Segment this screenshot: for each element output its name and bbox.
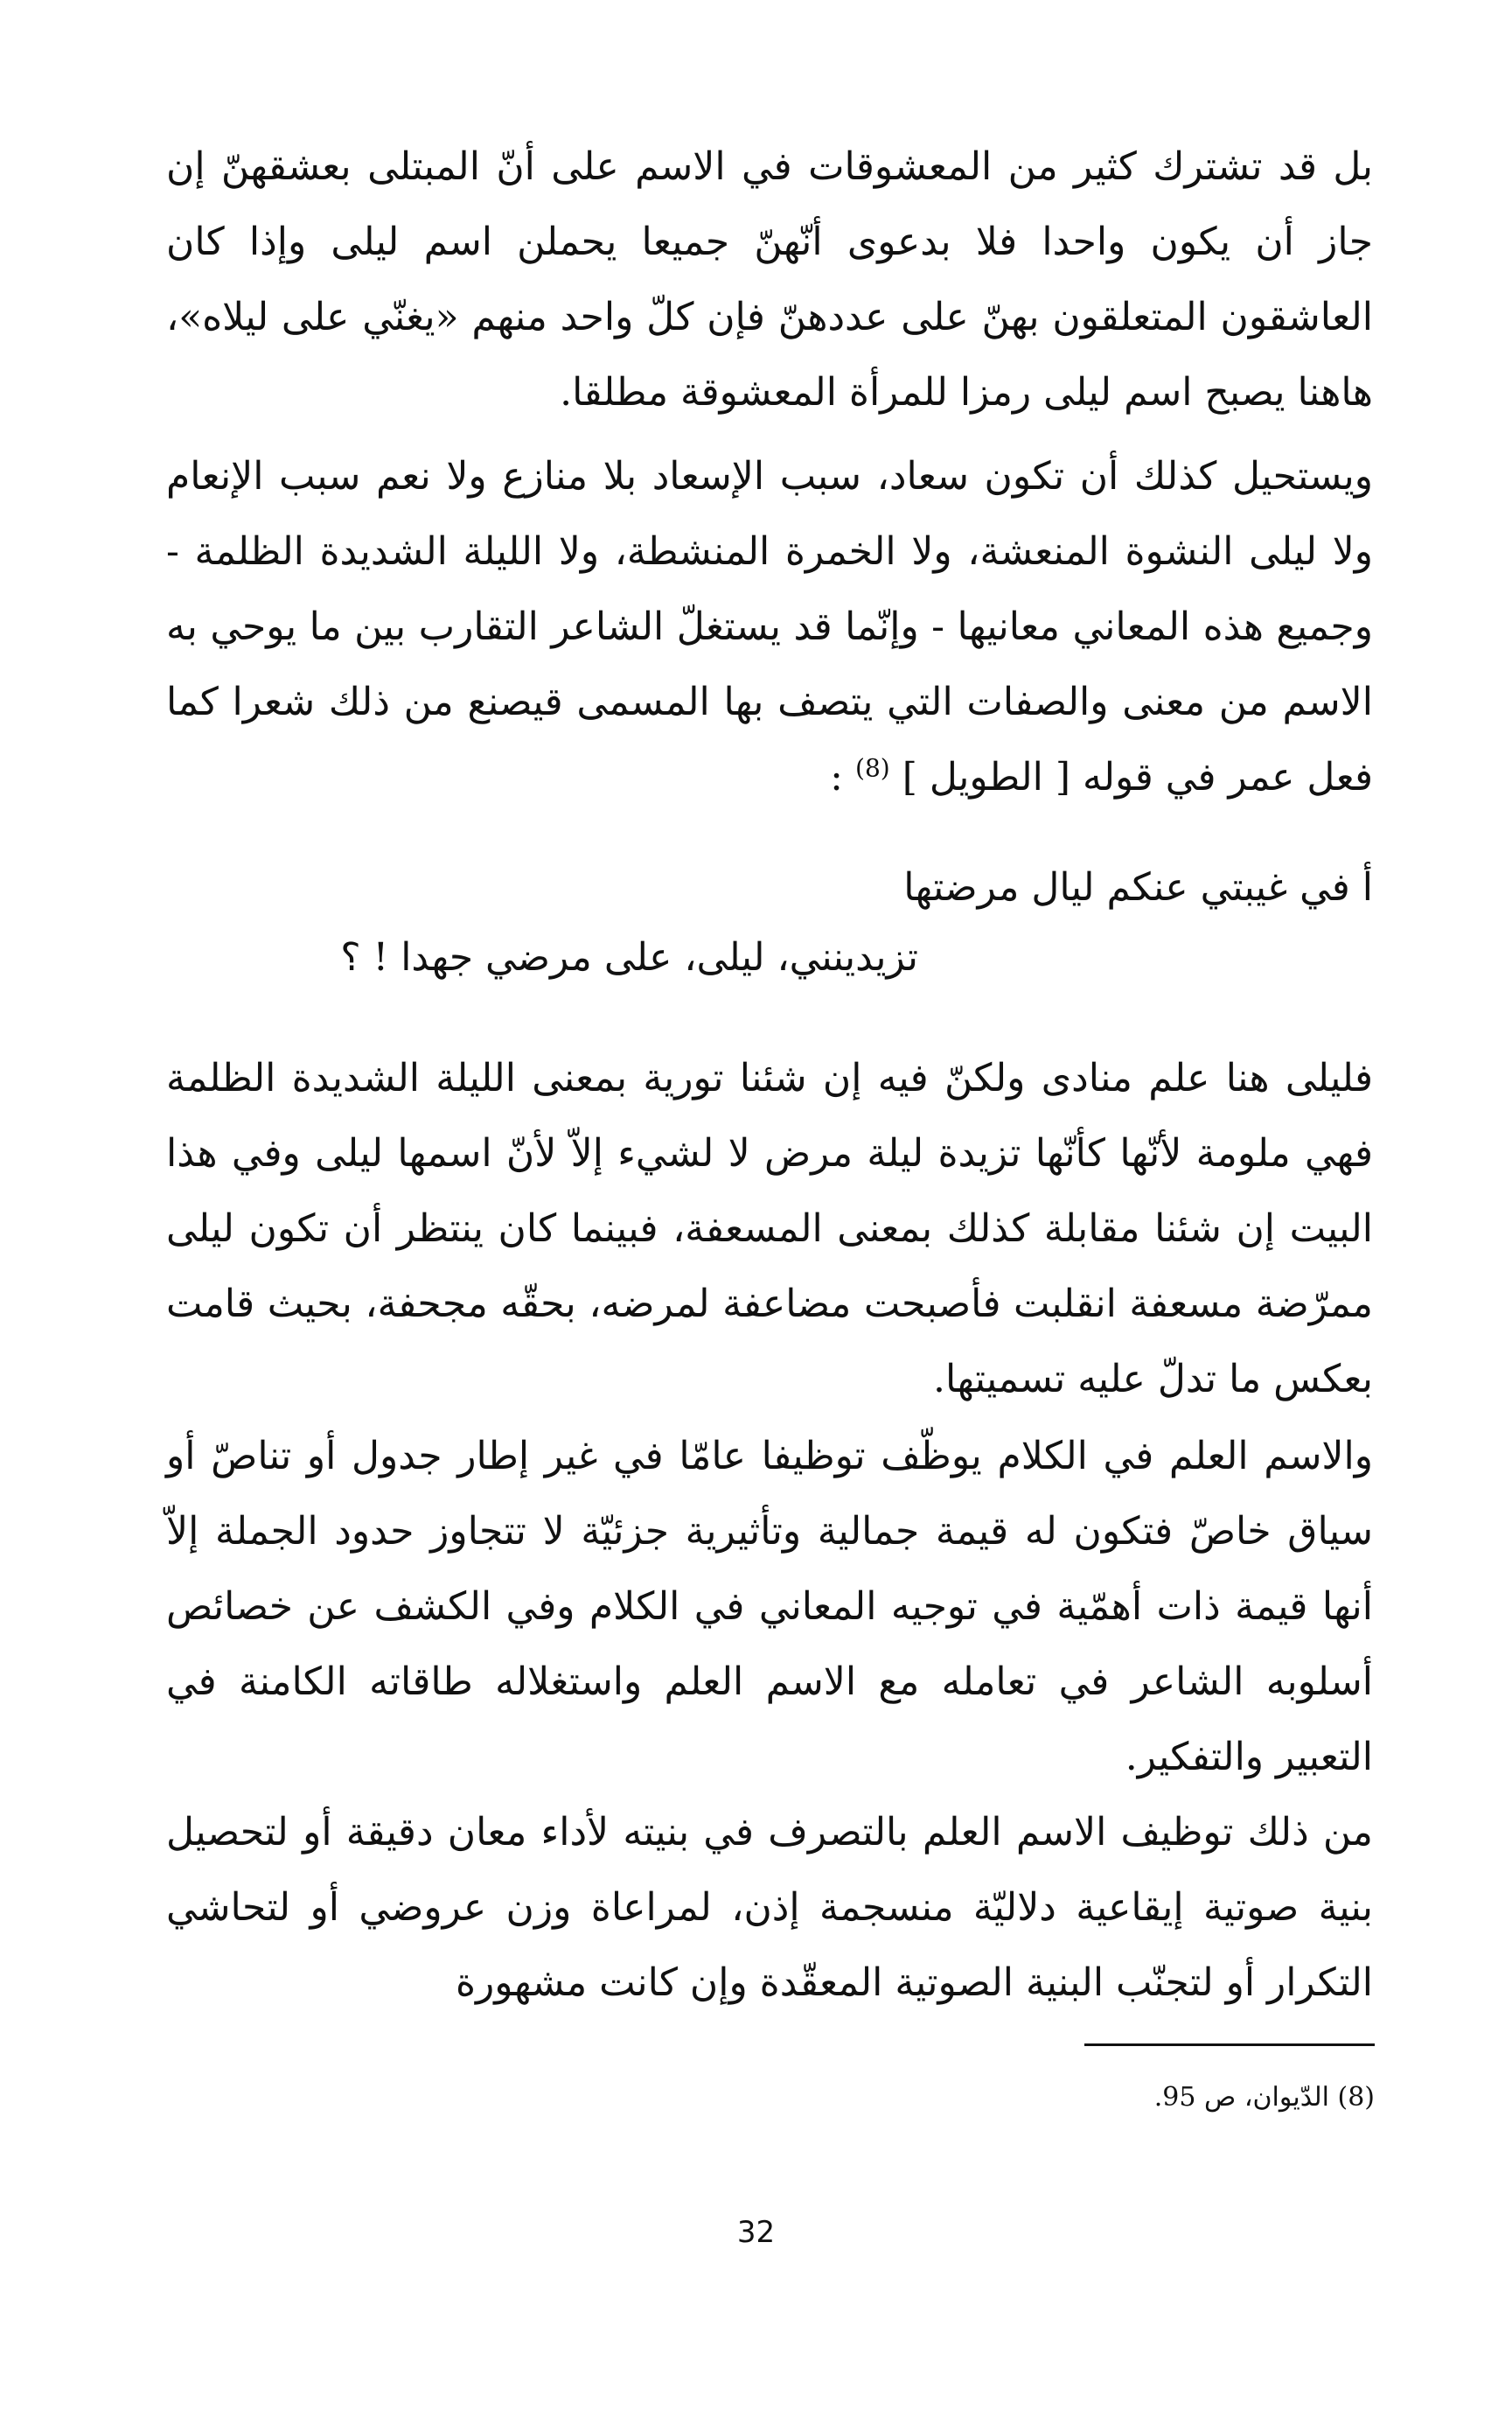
verse-line-1: أ في غيبتي عنكم ليال مرضتها [903,865,1373,910]
poetry-verse [166,853,1373,993]
footnote-separator [1084,2043,1375,2046]
page-number: 32 [736,2215,776,2250]
paragraph-1: بل قد تشترك كثير من المعشوقات في الاسم على أنّ المبتلى بعشقهنّ إن جاز أن يكون واحدا فلا بدعوى أنّهنّ جميعا يحملن اسم ليلى وإذا كان العاشقون المتعلقون بهنّ على عددهنّ فإن كلّ واحد منهم «يغنّي على ليلاه»، هاهنا يصبح اسم ليلى رمزا للمرأة المعشوقة مطلقا. [166,144,1373,415]
paragraph-2 [166,439,1373,815]
paragraph-5: من ذلك توظيف الاسم العلم بالتصرف في بنيته لأداء معان دقيقة أو لتحصيل بنية صوتية إيقاعية دلاليّة منسجمة إذن، لمراعاة وزن عروضي أو لتحاشي التكرار أو لتجنّب البنية الصوتية المعقّدة وإن كانت مشهورة [166,1810,1373,2005]
paragraph-2-colon: : [830,755,843,800]
footnote-reference-8: (8) [855,753,890,783]
footnote-8: (8) الدّيوان، ص 95. [1153,2082,1375,2113]
paragraph-4: والاسم العلم في الكلام يوظّف توظيفا عامّا في غير إطار جدول أو تناصّ أو سياق خاصّ فتكون له قيمة جمالية وتأثيرية جزئيّة لا تتجاوز حدود الجملة إلاّ أنها قيمة ذات أهمّية في توجيه المعاني في الكلام وفي الكشف عن خصائص أسلوبه الشاعر في تعامله مع الاسم العلم واستغلاله طاقاته الكامنة في التعبير والتفكير. [166,1434,1373,1779]
verse-line-2: تزيدينني، ليلى، على مرضي جهدا ! ؟ [340,935,918,980]
paragraph-3: فليلى هنا علم منادى ولكنّ فيه إن شئنا تورية بمعنى الليلة الشديدة الظلمة فهي ملومة لأنّها كأنّها تزيدة ليلة مرض لا لشيء إلاّ لأنّ اسمها ليلى وفي هذا البيت إن شئنا مقابلة كذلك بمعنى المسعفة، فبينما كان ينتظر أن تكون ليلى ممرّضة مسعفة انقلبت فأصبحت مضاعفة لمرضه، بحقّه مجحفة، بحيث قامت بعكس ما تدلّ عليه تسميتها. [166,1056,1373,1401]
paragraph-2-text: ويستحيل كذلك أن تكون سعاد، سبب الإسعاد بلا منازع ولا نعم سبب الإنعام ولا ليلى النشوة المنعشة، ولا الخمرة المنشطة، ولا الليلة الشديدة الظلمة - وجميع هذه المعاني معانيها - وإنّما قد يستغلّ الشاعر التقارب بين ما يوحي به الاسم من معنى والصفات التي يتصف بها المسمى قيصنع من ذلك شعرا كما فعل عمر في قوله [ الطويل ] [166,454,1373,800]
